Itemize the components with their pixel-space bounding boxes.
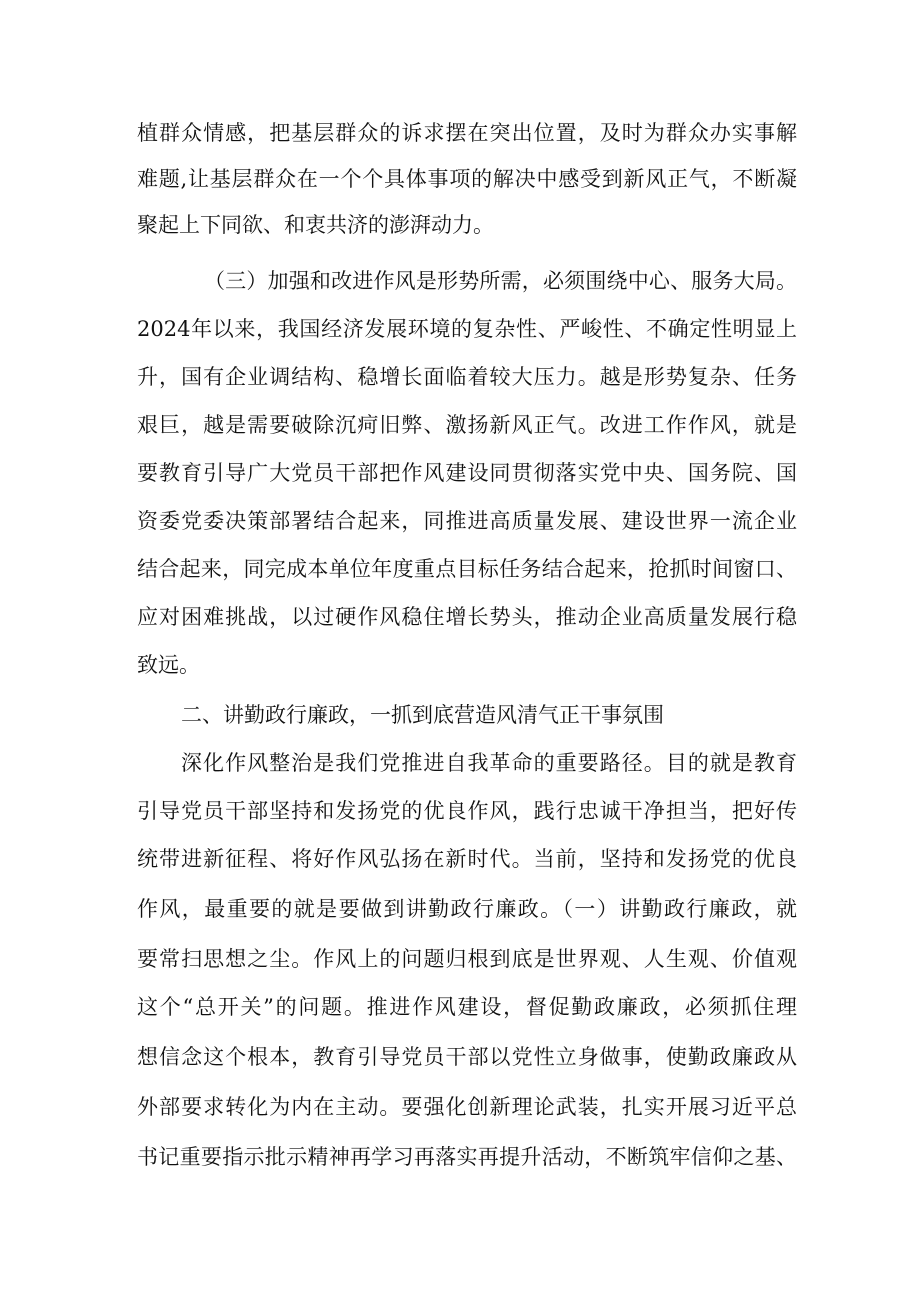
- paragraph-line: 资委党委决策部署结合起来，同推进高质量发展、建设世界一流企业: [137, 509, 797, 533]
- paragraph-line: 这个“总开关”的问题。推进作风建设，督促勤政廉政，必须抓住理: [137, 995, 797, 1019]
- paragraph-line: 要教育引导广大党员干部把作风建设同贯彻落实党中央、国务院、国: [137, 461, 797, 485]
- paragraph-line: 想信念这个根本，教育引导党员干部以党性立身做事，使勤政廉政从: [137, 1045, 797, 1069]
- paragraph-line: 外部要求转化为内在主动。要强化创新理论武装，扎实开展习近平总: [137, 1095, 797, 1119]
- paragraph-line: 统带进新征程、将好作风弘扬在新时代。当前，坚持和发扬党的优良: [137, 847, 797, 871]
- paragraph-line: 致远。: [137, 653, 200, 677]
- paragraph-line: 聚起上下同欲、和衷共济的澎湃动力。: [137, 213, 494, 237]
- paragraph-line: 深化作风整治是我们党推进自我革命的重要路径。目的就是教育: [181, 751, 797, 775]
- paragraph-line: 应对困难挑战，以过硬作风稳住增长势头，推动企业高质量发展行稳: [137, 605, 797, 629]
- paragraph-line: 引导党员干部坚持和发扬党的优良作风，践行忠诚干净担当，把好传: [137, 799, 797, 823]
- section-heading: 二、讲勤政行廉政，一抓到底营造风清气正干事氛围: [181, 703, 664, 727]
- paragraph-line: 植群众情感，把基层群众的诉求摆在突出位置，及时为群众办实事解: [137, 121, 797, 145]
- paragraph-line: 要常扫思想之尘。作风上的问题归根到底是世界观、人生观、价值观: [137, 947, 797, 971]
- section-heading-3: （三）加强和改进作风是形势所需，必须围绕中心、服务大局。: [204, 269, 797, 293]
- paragraph-line: 2024年以来，我国经济发展环境的复杂性、严峻性、不确定性明显上: [137, 317, 797, 341]
- paragraph-line: 难题,让基层群众在一个个具体事项的解决中感受到新风正气，不断凝: [137, 167, 797, 191]
- paragraph-line: 作风，最重要的就是要做到讲勤政行廉政。（一）讲勤政行廉政，就: [137, 897, 797, 921]
- paragraph-line: 升，国有企业调结构、稳增长面临着较大压力。越是形势复杂、任务: [137, 365, 797, 389]
- paragraph-line: 艰巨，越是需要破除沉疴旧弊、激扬新风正气。改进工作作风，就是: [137, 413, 797, 437]
- paragraph-line: 书记重要指示批示精神再学习再落实再提升活动，不断筑牢信仰之基、: [137, 1145, 797, 1169]
- paragraph-line: 结合起来，同完成本单位年度重点目标任务结合起来，抢抓时间窗口、: [137, 557, 797, 581]
